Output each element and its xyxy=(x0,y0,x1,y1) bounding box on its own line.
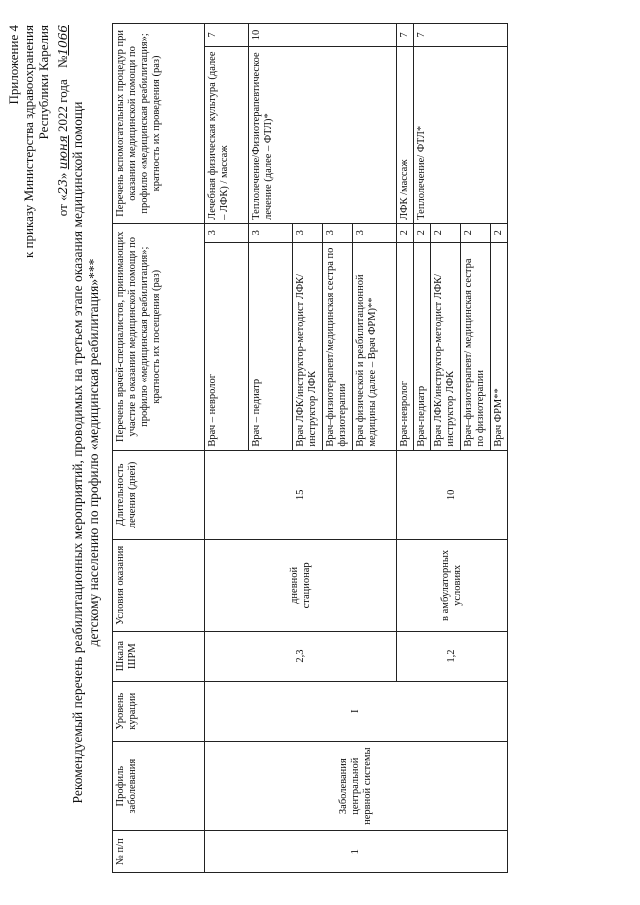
header-profile: Профиль заболевания xyxy=(113,741,205,830)
doctor-name: Врач – невролог xyxy=(205,242,249,450)
doctor-count: 2 xyxy=(414,223,431,242)
doctor-count: 2 xyxy=(397,223,414,242)
header-duration: Длительность лечения (дней) xyxy=(113,450,205,539)
doctor-count: 3 xyxy=(249,223,293,242)
doctor-name: Врач–физиотерапевт/ медицинская сестра по физиотерапии xyxy=(461,242,491,450)
doctor-name: Врач физической и реабилитационной медицины (далее – Врач ФРМ)** xyxy=(353,242,397,450)
doctor-name: Врач-невролог xyxy=(397,242,414,450)
table-header-row xyxy=(113,24,205,873)
conditions-cell-2: в амбулаторных условиях xyxy=(397,540,508,632)
scale-cell-1: 2,3 xyxy=(205,631,397,681)
order-line: к приказу Министерства здравоохранения xyxy=(21,25,36,258)
appendix-header xyxy=(6,25,71,345)
doctor-count: 3 xyxy=(293,223,323,242)
doctor-name: Врач–физиотерапевт/медицинская сестра по физиотерапии xyxy=(323,242,353,450)
procedure-name: ЛФК /массаж xyxy=(397,46,414,223)
duration-cell-2: 10 xyxy=(397,450,508,539)
title-line-1: Рекомендуемый перечень реабилитационных мероприятий, проводимых на третьем этапе оказания медицинской помощи xyxy=(70,101,85,804)
rehabilitation-table xyxy=(112,23,508,873)
doctor-name: Врач ЛФК/инструктор-методист ЛФК/инструктор ЛФК xyxy=(431,242,461,450)
procedure-name: Теплолечение/ ФТЛ* xyxy=(414,46,508,223)
duration-cell-1: 15 xyxy=(205,450,397,539)
date-year: 2022 года xyxy=(55,79,70,132)
procedure-count: 7 xyxy=(397,24,414,47)
conditions-cell-1: дневной стационар xyxy=(205,540,397,632)
scale-cell-2: 1,2 xyxy=(397,631,508,681)
date-month: июня xyxy=(56,135,70,170)
republic-line: Республики Карелия xyxy=(36,25,51,140)
doctor-name: Врач – педиатр xyxy=(249,242,293,450)
appendix-label: Приложение 4 xyxy=(6,25,21,105)
doctor-count: 2 xyxy=(461,223,491,242)
doctor-name: Врач-педиатр xyxy=(414,242,431,450)
level-cell: I xyxy=(205,681,508,741)
header-conditions: Условия оказания xyxy=(113,540,205,632)
date-line: от «23» июня 2022 года №1066 xyxy=(55,25,70,217)
header-doctors: Перечень врачей-специалистов, принимающих участие в оказании медицинской помощи по профилю «медицинская реабилитация»; кратность их посещения (раз) xyxy=(113,223,205,450)
procedure-name: Теплолечение/Физиотерапевтическое лечение (далее – ФТЛ)* xyxy=(249,46,397,223)
procedure-count: 7 xyxy=(205,24,249,47)
order-number-prefix: № xyxy=(55,55,70,68)
document-title xyxy=(70,20,102,885)
procedure-count: 7 xyxy=(414,24,508,47)
procedure-count: 10 xyxy=(249,24,397,47)
procedure-name: Лечебная физическая культура (далее – ЛФК) / массаж xyxy=(205,46,249,223)
doctor-count: 3 xyxy=(323,223,353,242)
doctor-count: 2 xyxy=(491,223,508,242)
date-day: 23 xyxy=(56,179,70,195)
doctor-count: 2 xyxy=(431,223,461,242)
header-level: Уровень курации xyxy=(113,681,205,741)
header-scale: Шкала ШРМ xyxy=(113,631,205,681)
row-number: 1 xyxy=(205,831,508,873)
title-line-2: детскому населению по профилю «медицинская реабилитация»*** xyxy=(86,258,101,647)
doctor-count: 3 xyxy=(205,223,249,242)
profile-cell: Заболевания центральной нервной системы xyxy=(205,741,508,830)
header-num: № п/п xyxy=(113,831,205,873)
doctor-name: Врач ФРМ** xyxy=(491,242,508,450)
doctor-name: Врач ЛФК/инструктор-методист ЛФК/инструктор ЛФК xyxy=(293,242,323,450)
table-row xyxy=(205,24,249,873)
header-procedures: Перечень вспомогательных процедур при оказании медицинской помощи по профилю «медицинская реабилитация»; кратность их проведения (раз) xyxy=(113,24,205,224)
order-number: 1066 xyxy=(56,25,70,56)
doctor-count: 3 xyxy=(353,223,397,242)
